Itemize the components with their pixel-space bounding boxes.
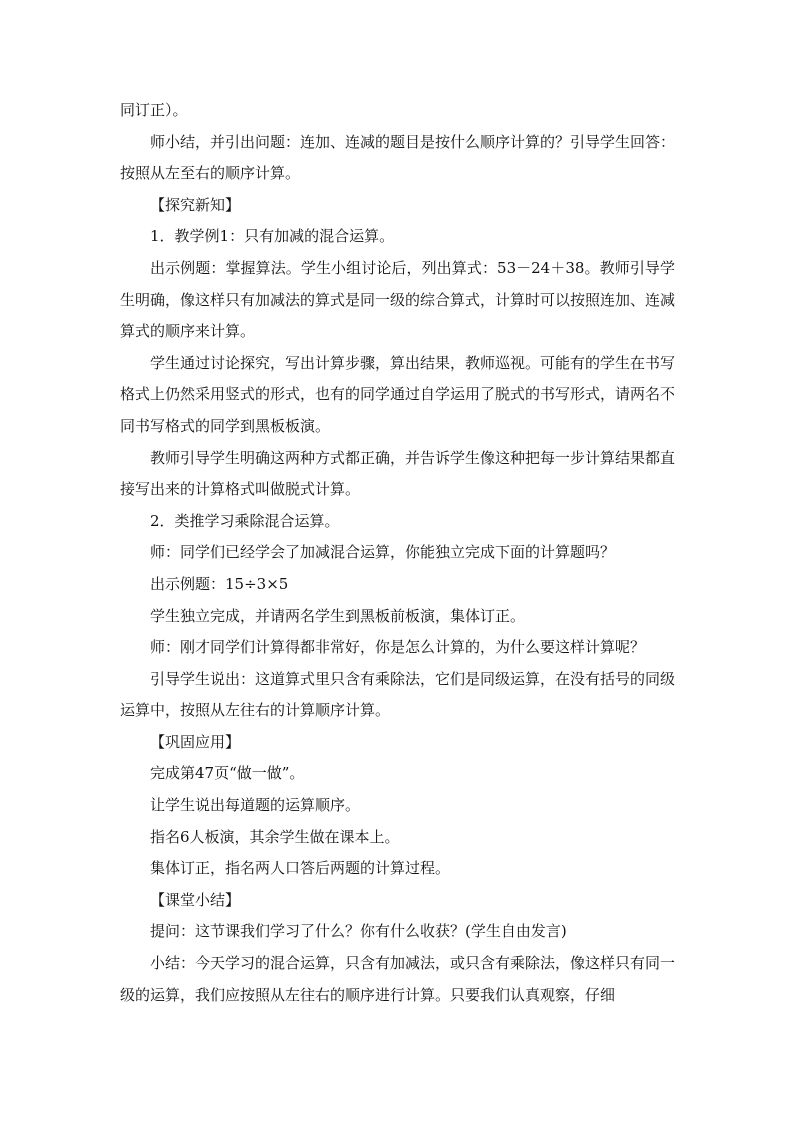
paragraph: 出示例题：掌握算法。学生小组讨论后，列出算式：53－24＋38。教师引导学生明确，像这样只有加减法的算式是同一级的综合算式，计算时可以按照连加、连减算式的顺序来计算。: [120, 258, 676, 341]
paragraph: 师：刚才同学们计算得都非常好，你是怎么计算的，为什么要这样计算呢？: [150, 638, 646, 657]
paragraph: 学生独立完成，并请两名学生到黑板前板演，集体订正。: [150, 606, 526, 625]
paragraph: 提问：这节课我们学习了什么？你有什么收获？(学生自由发言): [150, 922, 567, 941]
paragraph: 出示例题：15÷3×5: [150, 574, 289, 593]
paragraph: 小结：今天学习的混合运算，只含有加减法，或只含有乘除法，像这样只有同一级的运算，我们应按照从左往右的顺序进行计算。只要我们认真观察，仔细: [120, 954, 676, 1004]
document-body: [120, 95, 675, 1011]
paragraph: 2．类推学习乘除混合运算。: [150, 511, 340, 530]
paragraph: 师小结，并引出问题：连加、连减的题目是按什么顺序计算的？引导学生回答：按照从左至右的顺序计算。: [120, 132, 676, 183]
section-heading: 【探究新知】: [150, 195, 241, 214]
section-heading: 【课堂小结】: [150, 890, 241, 909]
paragraph: 同订正）。: [120, 101, 188, 119]
paragraph: 让学生说出每道题的运算顺序。: [150, 796, 361, 815]
paragraph: 完成第47页“做一做”。: [150, 764, 305, 783]
paragraph: 集体订正，指名两人口答后两题的计算过程。: [150, 859, 451, 878]
paragraph: 引导学生说出：这道算式里只含有乘除法，它们是同级运算，在没有括号的同级运算中，按照从左往右的计算顺序计算。: [120, 669, 676, 720]
paragraph: 指名6人板演，其余学生做在课本上。: [150, 827, 400, 846]
paragraph: 学生通过讨论探究，写出计算步骤，算出结果，教师巡视。可能有的学生在书写格式上仍然采用竖式的形式，也有的同学通过自学运用了脱式的书写形式，请两名不同书写格式的同学到黑板板演。: [120, 353, 676, 435]
paragraph: 1．教学例1：只有加减的混合运算。: [150, 227, 395, 246]
paragraph: 师：同学们已经学会了加减混合运算，你能独立完成下面的计算题吗？: [150, 543, 616, 562]
section-heading: 【巩固应用】: [150, 732, 241, 751]
paragraph: 教师引导学生明确这两种方式都正确，并告诉学生像这种把每一步计算结果都直接写出来的计算格式叫做脱式计算。: [120, 448, 676, 499]
